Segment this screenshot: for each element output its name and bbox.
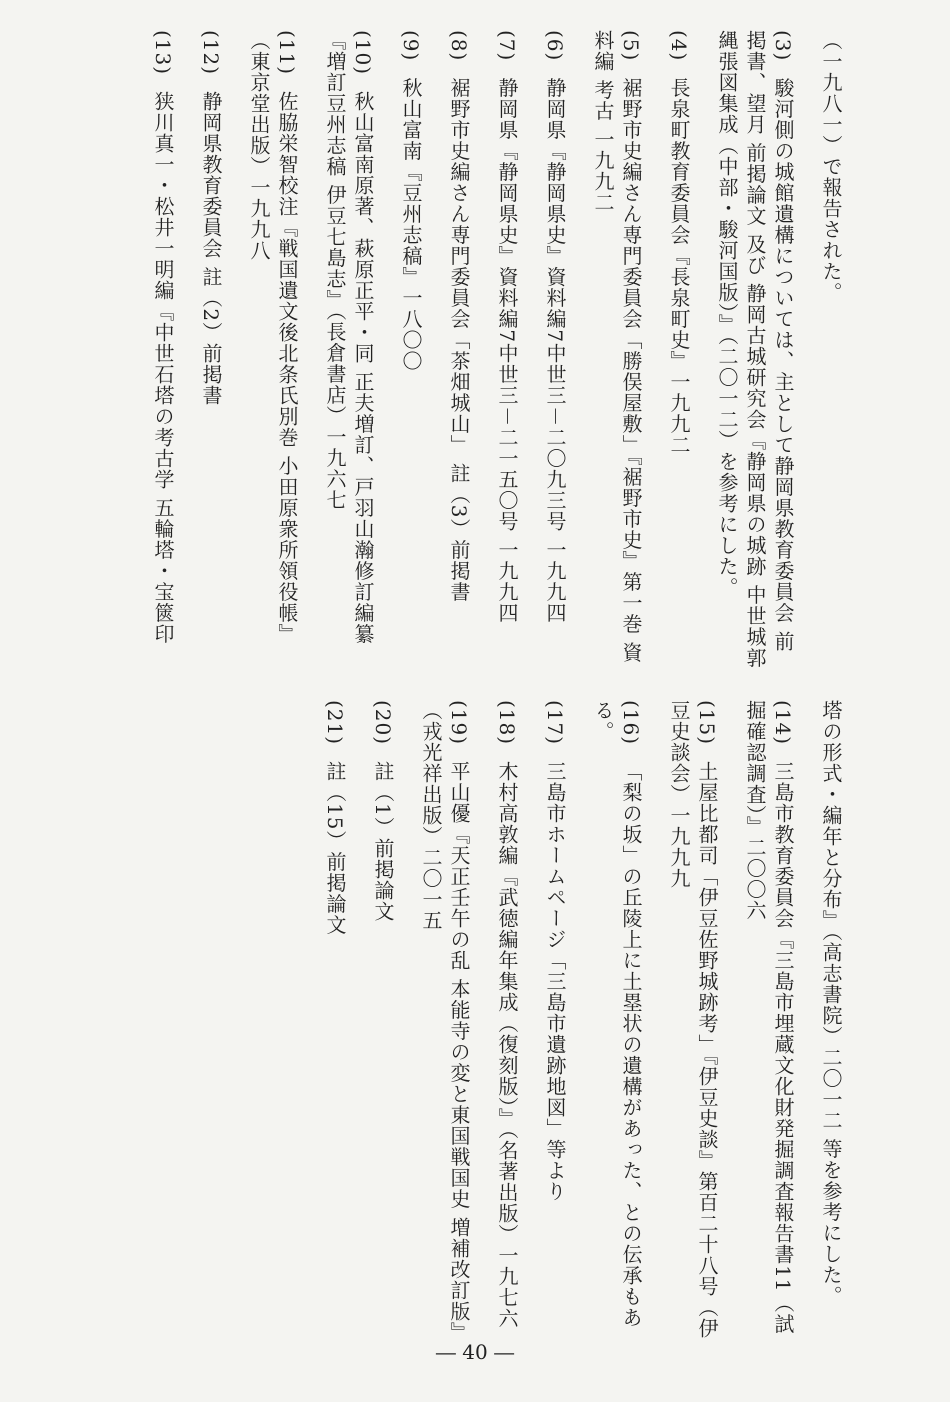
note-text: 秋山富南『豆州志稿』一八〇〇 [399,77,423,372]
note-text: 佐脇栄智校注『戦国遺文後北条氏別巻 小田原衆所領役帳』（東京堂出版）一九九八 [247,30,299,645]
note-text: 塔の形式・編年と分布』（高志書院）二〇一二 等を参考にした。 [819,700,843,1307]
note-number: (7) [495,30,519,62]
note-entry [817,700,845,1340]
note-entry [445,30,473,670]
note-number: (13) [151,30,175,76]
note-entry [149,30,177,670]
note-entry [197,30,225,670]
note-text: （一九八一）で報告された。 [819,30,843,303]
note-text: 駿河側の城館遺構については、主として静岡県教育委員会 前掲書、望月 前掲論文 及び 静岡古城研究会『静岡県の城跡 中世城郭縄張図集成（中部・駿河国版）』（二〇一二）を参考にした。 [715,30,795,669]
note-number: (10) [351,30,375,76]
note-number: (12) [199,30,223,76]
note-number: (17) [543,700,567,746]
note-entry [321,700,349,1340]
note-number: (20) [371,700,395,746]
notes-lower [301,700,845,1340]
note-text: 静岡県『静岡県史』資料編7中世三－二〇九三号 一九九四 [543,77,567,624]
note-entry [493,30,521,670]
note-text: 土屋比都司「伊豆佐野城跡考」『伊豆史談』第百二十八号（伊豆史談会）一九九九 [667,700,719,1340]
note-entry [321,30,377,670]
note-text: 静岡県『静岡県史』資料編7中世三－二一五〇号 一九九四 [495,77,519,624]
note-text: 狭川真一・松井一明編『中世石塔の考古学 五輪塔・宝篋印 [151,91,175,645]
note-entry [713,30,797,670]
note-entry [369,700,397,1340]
note-entry [665,700,721,1340]
note-number: (5) [619,30,643,62]
notes-upper [129,30,845,670]
note-number: (19) [447,700,471,746]
note-entry [665,30,693,670]
note-text: 三島市ホームページ「三島市遺跡地図」等より [543,761,567,1203]
note-entry [817,30,845,670]
note-text: 裾野市史編さん専門委員会「茶畑城山」 註（3）前掲書 [447,77,471,603]
note-number: (14) [771,700,795,746]
note-text: 長泉町教育委員会『長泉町史』一九九二 [667,77,691,456]
note-entry [589,700,645,1340]
note-number: (8) [447,30,471,62]
note-entry [397,30,425,670]
note-number: (16) [619,700,643,746]
note-text: 「梨の坂」の丘陵上に土塁状の遺構があった、との伝承もある。 [591,700,643,1329]
note-entry [493,700,521,1340]
note-entry [541,700,569,1340]
note-text: 秋山富南原著、萩原正平・同 正夫増訂、戸羽山瀚修訂編纂『増訂豆州志稿 伊豆七島志』（長倉書店）一九六七 [323,30,375,645]
note-number: (4) [667,30,691,62]
note-entry [741,700,797,1340]
note-text: 木村高敦編『武徳編年集成（復刻版）』（名著出版）一九七六 [495,761,519,1330]
note-text: 平山優『天正壬午の乱 本能寺の変と東国戦国史 増補改訂版』（戎光祥出版）二〇一五 [419,700,471,1333]
note-text: 註（1）前掲論文 [371,761,395,922]
note-text: 三島市教育委員会『三島市埋蔵文化財発掘調査報告書11（試掘確認調査）』二〇〇六 [743,700,795,1335]
note-entry [245,30,301,670]
note-number: (6) [543,30,567,62]
note-text: 静岡県教育委員会 註（2）前掲書 [199,91,223,407]
note-number: (21) [323,700,347,746]
note-number: (15) [695,700,719,746]
note-entry [541,30,569,670]
note-number: (11) [275,30,299,76]
note-entry [589,30,645,670]
note-number: (18) [495,700,519,746]
note-text: 註（15）前掲論文 [323,761,347,936]
note-number: (3) [771,30,795,62]
note-text: 裾野市史編さん専門委員会「勝俣屋敷」『裾野市史』第一巻 資料編 考古 一九九二 [591,30,643,663]
note-number: (9) [399,30,423,62]
page-number: ― 40 ― [435,1340,515,1364]
note-entry [417,700,473,1340]
